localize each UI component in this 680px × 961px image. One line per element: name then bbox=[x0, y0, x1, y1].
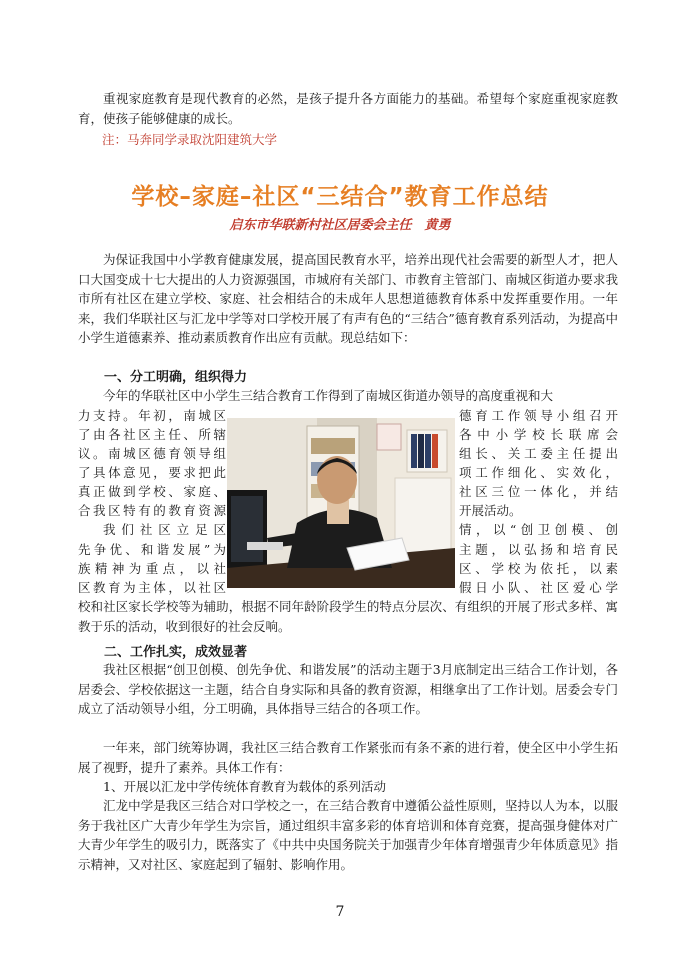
wrap-right-line: 假日小队、社区爱心学 bbox=[459, 580, 618, 595]
wrap-right-line: 开展活动。 bbox=[459, 503, 522, 518]
article-byline: 启东市华联新村社区居委会主任 黄勇 bbox=[229, 218, 451, 233]
wrap-left-line: 我们社区立足区 bbox=[103, 522, 226, 537]
intro-paragraph: 重视家庭教育是现代教育的必然，是孩子提升各方面能力的基础。希望每个家庭重视家庭教育，使孩子能够健康的成长。 bbox=[78, 91, 618, 126]
wrap-right-line: 组长、关工委主任提出 bbox=[459, 446, 618, 461]
section-heading-1: 一、分工明确，组织得力 bbox=[104, 370, 248, 385]
wrap-left-line: 议。南城区德育领导组 bbox=[78, 446, 226, 461]
wrap-left-line: 真正做到学校、家庭、 bbox=[78, 484, 226, 499]
wrap-left-line: 了由各社区主任、所辖 bbox=[78, 427, 226, 442]
wrap-right-line: 项工作细化、实效化， bbox=[459, 465, 618, 480]
wrap-right-line: 德育工作领导小组召开 bbox=[459, 408, 618, 423]
wrap-left-line: 先争优、和谐发展”为 bbox=[78, 542, 226, 557]
page-number: 7 bbox=[335, 904, 345, 920]
section1-line: 今年的华联社区中小学生三结合教育工作得到了南城区街道办领导的高度重视和大 bbox=[103, 388, 554, 403]
wrap-right-line: 情，以“创卫创模、创 bbox=[459, 522, 618, 537]
wrap-right-line: 区、学校为依托，以素 bbox=[459, 561, 618, 576]
section2-paragraph-1: 我社区根据“创卫创模、创先争优、和谐发展”的活动主题于3月底制定出三结合工作计划，各居委会、学校依据这一主题，结合自身实际和具备的教育资源，相继拿出了工作计划。居委会专门成立了活动领导小组，分工明确，具体指导三结合的各项工作。 bbox=[78, 662, 618, 716]
wrap-left-line: 了具体意见，要求把此 bbox=[78, 465, 226, 480]
office-photo-image bbox=[227, 418, 455, 588]
office-photo bbox=[227, 418, 455, 588]
section2-paragraph-3: 汇龙中学是我区三结合对口学校之一，在三结合教育中遵循公益性原则，坚持以人为本，以服务于我社区广大青少年学生为宗旨，通过组织丰富多彩的体育培训和体育竞赛，提高强身健体对广大青少年学生的吸引力，既落实了《中共中央国务院关于加强青少年体育增强青少年体质意见》指示精神，又对社区、家庭起到了辐射、影响作用。 bbox=[78, 798, 618, 872]
wrap-left-line: 族精神为重点，以社 bbox=[78, 561, 226, 576]
intro-note: 注：马奔同学录取沈阳建筑大学 bbox=[102, 132, 278, 147]
section-heading-2: 二、工作扎实，成效显著 bbox=[104, 645, 248, 660]
article-title: 学校–家庭–社区“三结合”教育工作总结 bbox=[131, 184, 549, 210]
section2-paragraph-2: 一年来，部门统筹协调，我社区三结合教育工作紧张而有条不紊的进行着，使全区中小学生拓展了视野，提升了素养。具体工作有： bbox=[78, 740, 618, 775]
opening-paragraph: 为保证我国中小学教育健康发展，提高国民教育水平，培养出现代社会需要的新型人才，把人口大国变成十七大提出的人力资源强国，市城府有关部门、市教育主管部门、南城区街道办要求我市所有社区在建立学校、家庭、社会相结合的未成年人思想道德教育体系中发挥重要作用。一年来，我们华联社区与汇龙中学等对口学校开展了有声有色的“三结合”德育教育系列活动，为提高中小学生道德素养、推动素质教育作出应有贡献。现总结如下： bbox=[78, 252, 618, 345]
wrap-right-line: 主题，以弘扬和培育民 bbox=[459, 542, 618, 557]
wrap-left-line: 区教育为主体，以社区 bbox=[78, 580, 226, 595]
section1-tail: 校和社区家长学校等为辅助，根据不同年龄阶段学生的特点分层次、有组织的开展了形式多样、寓教于乐的活动，收到很好的社会反响。 bbox=[78, 599, 618, 634]
wrap-left-line: 力支持。年初，南城区 bbox=[78, 408, 226, 423]
wrap-right-line: 社区三位一体化，并结 bbox=[459, 484, 618, 499]
wrap-right-line: 各中小学校长联席会 bbox=[459, 427, 618, 442]
wrap-left-line: 合我区特有的教育资源 bbox=[78, 503, 226, 518]
section2-item-1: 1、开展以汇龙中学传统体育教育为载体的系列活动 bbox=[103, 779, 386, 794]
